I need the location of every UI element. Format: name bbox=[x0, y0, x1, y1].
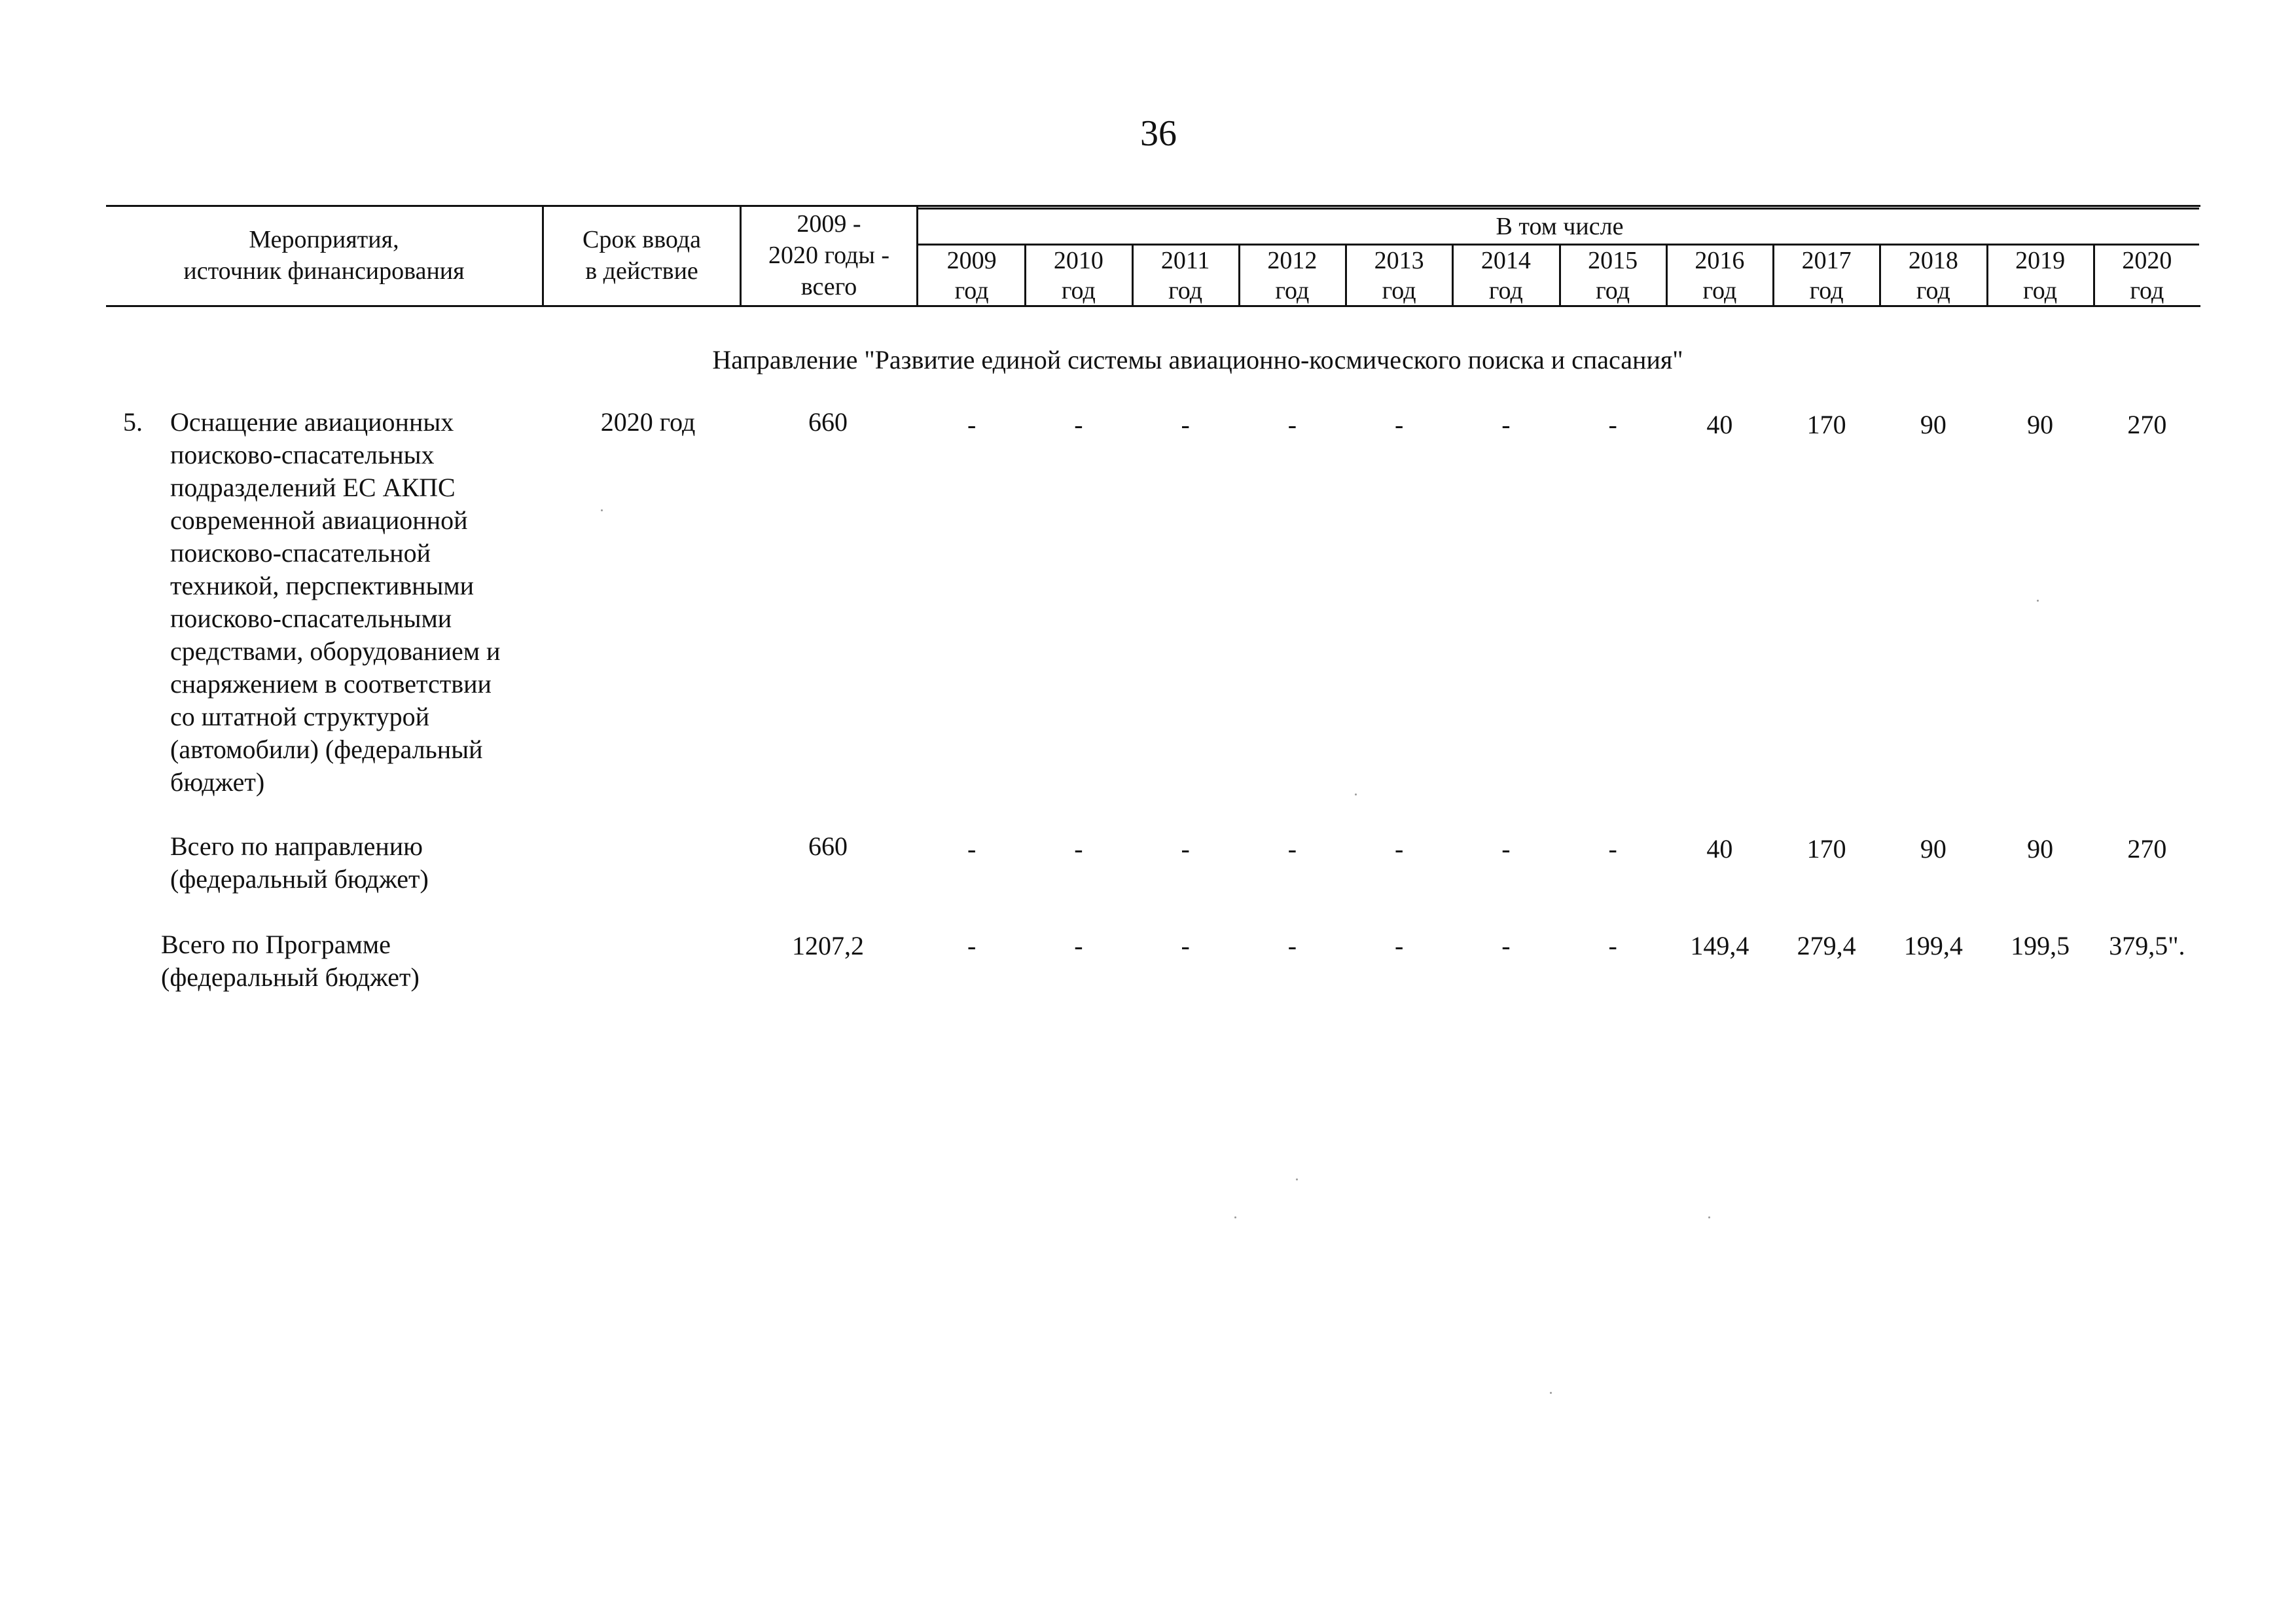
row-activity: Всего по Программе (федеральный бюджет) bbox=[161, 930, 420, 992]
value-cell-2012: - bbox=[1287, 410, 1297, 439]
year-unit-2020: год bbox=[2130, 277, 2164, 304]
year-unit-2019: год bbox=[2023, 277, 2058, 304]
year-header-2017: 2017 bbox=[1801, 247, 1852, 274]
value-cell-2018: 199,4 bbox=[1903, 931, 1963, 960]
scan-speck bbox=[1708, 1216, 1710, 1218]
value-cell-2011: - bbox=[1181, 410, 1190, 439]
year-unit-2010: год bbox=[1061, 277, 1096, 304]
value-cell-2014: - bbox=[1501, 834, 1511, 864]
value-cell-2013: - bbox=[1394, 931, 1404, 960]
value-cell-2018: 90 bbox=[1920, 834, 1946, 864]
row-total: 660 bbox=[808, 831, 848, 861]
value-cell-2009: - bbox=[967, 834, 977, 864]
value-cell-2020: 270 bbox=[2127, 410, 2167, 439]
row-number: 5. bbox=[123, 407, 143, 437]
year-header-2016: 2016 bbox=[1695, 247, 1745, 274]
section-title: Направление "Развитие единой системы авиационно-космического поиска и спасания" bbox=[712, 345, 1683, 374]
value-cell-2010: - bbox=[1074, 834, 1083, 864]
value-cell-2019: 90 bbox=[2027, 834, 2054, 864]
scan-speck bbox=[1234, 1216, 1236, 1218]
value-cell-2015: - bbox=[1608, 834, 1617, 864]
year-unit-2017: год bbox=[1809, 277, 1844, 304]
header-top-rule-right bbox=[916, 208, 2199, 210]
row-activity: Всего по направлению (федеральный бюджет) bbox=[170, 831, 429, 894]
year-unit-2012: год bbox=[1275, 277, 1310, 304]
year-unit-2009: год bbox=[954, 277, 989, 304]
value-cell-2015: - bbox=[1608, 410, 1617, 439]
header-term: Срок ввода в действие bbox=[582, 226, 702, 285]
year-header-2012: 2012 bbox=[1267, 247, 1318, 274]
year-header-2018: 2018 bbox=[1908, 247, 1958, 274]
value-cell-2017: 170 bbox=[1806, 834, 1846, 864]
header-activity: Мероприятия, источник финансирования bbox=[183, 226, 465, 285]
year-header-2011: 2011 bbox=[1160, 247, 1210, 274]
header-top-rule bbox=[106, 205, 2200, 207]
value-cell-2011: - bbox=[1181, 931, 1190, 960]
header-including: В том числе bbox=[1496, 213, 1624, 240]
year-header-2013: 2013 bbox=[1374, 247, 1424, 274]
row-total: 1207,2 bbox=[792, 931, 864, 960]
value-cell-2020: 379,5". bbox=[2109, 931, 2185, 960]
value-cell-2015: - bbox=[1608, 931, 1617, 960]
value-cell-2013: - bbox=[1394, 834, 1404, 864]
value-cell-2019: 90 bbox=[2027, 410, 2054, 439]
scan-speck bbox=[2037, 600, 2039, 602]
year-header-2010: 2010 bbox=[1053, 247, 1103, 274]
year-unit-2013: год bbox=[1382, 277, 1416, 304]
scan-speck bbox=[1550, 1392, 1552, 1394]
value-cell-2020: 270 bbox=[2127, 834, 2167, 864]
value-cell-2019: 199,5 bbox=[2011, 931, 2070, 960]
year-unit-2016: год bbox=[1702, 277, 1737, 304]
value-cell-2014: - bbox=[1501, 410, 1511, 439]
value-cell-2016: 40 bbox=[1706, 410, 1733, 439]
row-activity: Оснащение авиационных поисково-спасательных подразделений ЕС АКПС современной авиационной поисково-спасательной техникой, перспективными поисково-спасательными средствами, оборудованием и снаряжением в соответствии со штатной структурой (автомобили) (федеральный бюджет) bbox=[170, 407, 501, 797]
year-header-2015: 2015 bbox=[1588, 247, 1638, 274]
scan-speck bbox=[601, 509, 603, 511]
year-unit-2018: год bbox=[1916, 277, 1950, 304]
value-cell-2017: 170 bbox=[1806, 410, 1846, 439]
value-cell-2009: - bbox=[967, 931, 977, 960]
value-cell-2016: 149,4 bbox=[1690, 931, 1749, 960]
year-unit-2014: год bbox=[1488, 277, 1523, 304]
value-cell-2012: - bbox=[1287, 931, 1297, 960]
value-cell-2010: - bbox=[1074, 931, 1083, 960]
header-total: 2009 - 2020 годы - всего bbox=[768, 210, 890, 301]
value-cell-2017: 279,4 bbox=[1797, 931, 1856, 960]
value-cell-2012: - bbox=[1287, 834, 1297, 864]
year-header-2020: 2020 bbox=[2122, 247, 2172, 274]
year-unit-2015: год bbox=[1596, 277, 1630, 304]
scan-speck bbox=[1296, 1178, 1298, 1180]
year-unit-2011: год bbox=[1168, 277, 1203, 304]
row-total: 660 bbox=[808, 407, 848, 437]
scan-speck bbox=[1355, 793, 1357, 795]
value-cell-2013: - bbox=[1394, 410, 1404, 439]
year-header-2019: 2019 bbox=[2015, 247, 2066, 274]
value-cell-2016: 40 bbox=[1706, 834, 1733, 864]
value-cell-2010: - bbox=[1074, 410, 1083, 439]
value-cell-2014: - bbox=[1501, 931, 1511, 960]
value-cell-2011: - bbox=[1181, 834, 1190, 864]
year-header-2014: 2014 bbox=[1480, 247, 1531, 274]
value-cell-2018: 90 bbox=[1920, 410, 1946, 439]
page-number: 36 bbox=[1140, 113, 1177, 154]
year-header-2009: 2009 bbox=[946, 247, 997, 274]
row-term: 2020 год bbox=[600, 407, 696, 437]
value-cell-2009: - bbox=[967, 410, 977, 439]
